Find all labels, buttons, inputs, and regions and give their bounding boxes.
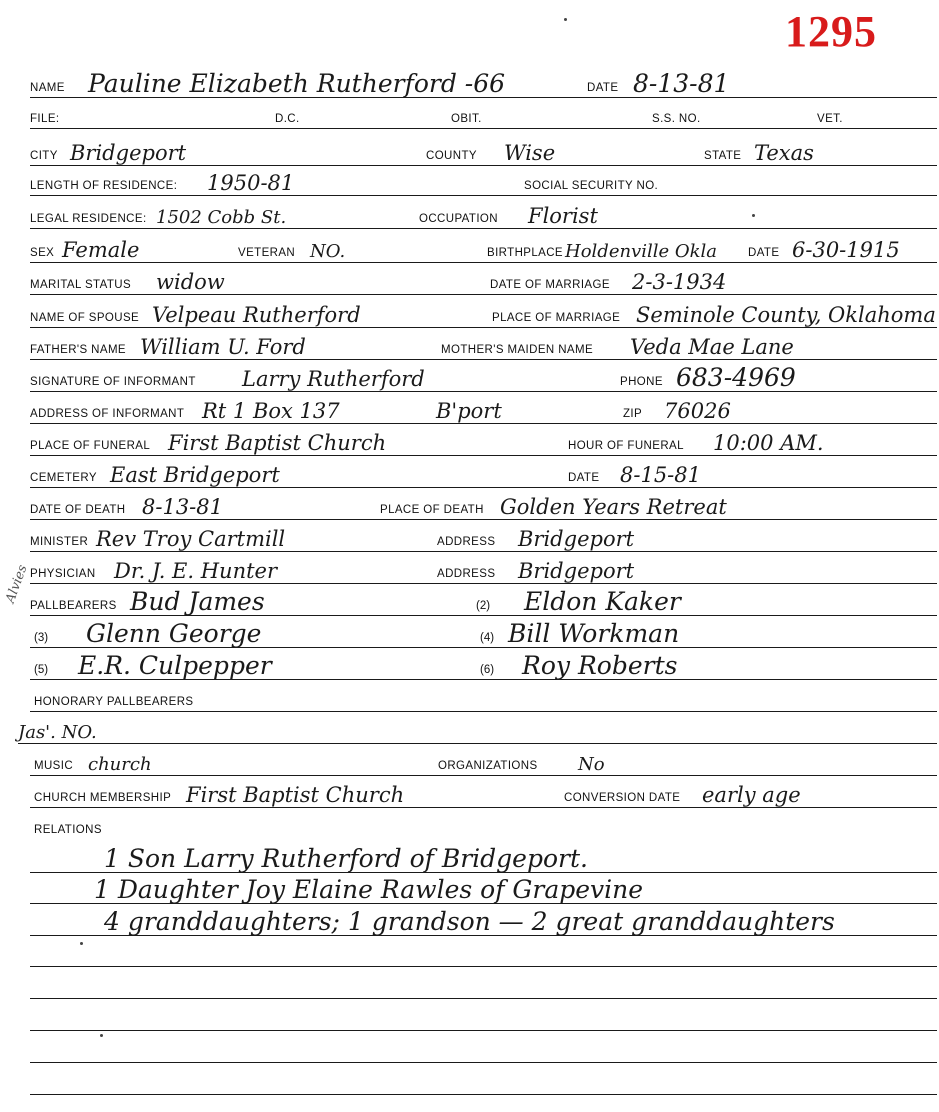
value-pallbearer-1[interactable]: Bud James bbox=[130, 587, 265, 616]
row-name bbox=[30, 67, 937, 98]
value-city[interactable]: Bridgeport bbox=[70, 141, 187, 165]
value-relation-3[interactable]: 4 granddaughters; 1 grandson — 2 great granddaughters bbox=[104, 907, 835, 936]
label-pallbearer-4: (4) bbox=[480, 632, 495, 644]
label-file: FILE: bbox=[30, 113, 60, 125]
row-relations-3 bbox=[30, 905, 937, 936]
value-phone[interactable]: 683-4969 bbox=[676, 363, 796, 392]
label-cemetery: CEMETERY bbox=[30, 472, 97, 484]
label-mothers-maiden-name: MOTHER'S MAIDEN NAME bbox=[441, 344, 594, 356]
margin-note: Alvies bbox=[3, 562, 31, 606]
value-cemetery[interactable]: East Bridgeport bbox=[110, 463, 280, 487]
label-social-security-no: SOCIAL SECURITY NO. bbox=[524, 180, 659, 192]
value-hour-of-funeral[interactable]: 10:00 AM. bbox=[713, 431, 824, 455]
row-informant-signature bbox=[30, 361, 937, 392]
row-pallbearers-2 bbox=[30, 617, 937, 648]
row-relations-1 bbox=[30, 842, 937, 873]
label-dc: D.C. bbox=[275, 113, 300, 125]
value-state[interactable]: Texas bbox=[754, 141, 814, 165]
label-vet: VET. bbox=[817, 113, 843, 125]
label-date-of-marriage: DATE OF MARRIAGE bbox=[490, 279, 610, 291]
value-fathers-name[interactable]: William U. Ford bbox=[140, 335, 306, 359]
label-veteran: VETERAN bbox=[238, 247, 296, 259]
value-relation-1[interactable]: 1 Son Larry Rutherford of Bridgeport. bbox=[104, 844, 588, 873]
label-pallbearers: PALLBEARERS bbox=[30, 600, 117, 612]
label-signature-of-informant: SIGNATURE OF INFORMANT bbox=[30, 376, 196, 388]
label-marital-status: MARITAL STATUS bbox=[30, 279, 132, 291]
label-zip: ZIP bbox=[623, 408, 643, 420]
label-state: STATE bbox=[704, 150, 742, 162]
value-conversion-date[interactable]: early age bbox=[702, 783, 801, 807]
value-mothers-maiden-name[interactable]: Veda Mae Lane bbox=[630, 335, 794, 359]
label-minister-address: ADDRESS bbox=[437, 536, 496, 548]
row-physician bbox=[30, 553, 937, 584]
value-place-of-marriage[interactable]: Seminole County, Oklahoma bbox=[636, 303, 936, 327]
value-veteran[interactable]: NO. bbox=[310, 241, 346, 262]
scan-speck bbox=[100, 1034, 103, 1037]
label-honorary-pallbearers: HONORARY PALLBEARERS bbox=[34, 696, 194, 708]
row-legal-residence bbox=[30, 198, 937, 229]
row-sex bbox=[30, 232, 937, 263]
label-name: NAME bbox=[30, 82, 65, 94]
label-hour-of-funeral: HOUR OF FUNERAL bbox=[568, 440, 684, 452]
row-honorary-value bbox=[18, 713, 937, 744]
label-sex: SEX bbox=[30, 247, 55, 259]
label-place-of-marriage: PLACE OF MARRIAGE bbox=[492, 312, 621, 324]
row-informant-address bbox=[30, 393, 937, 424]
value-date-of-death[interactable]: 8-13-81 bbox=[142, 495, 223, 519]
value-cemetery-date[interactable]: 8-15-81 bbox=[620, 463, 701, 487]
label-name-of-spouse: NAME OF SPOUSE bbox=[30, 312, 140, 324]
row-death bbox=[30, 489, 937, 520]
row-relations-label bbox=[30, 809, 937, 839]
value-pallbearer-5[interactable]: E.R. Culpepper bbox=[78, 651, 272, 680]
label-organizations: ORGANIZATIONS bbox=[438, 760, 538, 772]
row-city bbox=[30, 135, 937, 166]
label-date-of-death: DATE OF DEATH bbox=[30, 504, 126, 516]
label-minister: MINISTER bbox=[30, 536, 89, 548]
value-marital-status[interactable]: widow bbox=[156, 270, 225, 294]
label-phone: PHONE bbox=[620, 376, 663, 388]
value-length-of-residence[interactable]: 1950-81 bbox=[207, 171, 295, 195]
label-physician: PHYSICIAN bbox=[30, 568, 96, 580]
row-file bbox=[30, 98, 937, 129]
label-conversion-date: CONVERSION DATE bbox=[564, 792, 681, 804]
value-organizations[interactable]: No bbox=[578, 754, 605, 775]
row-length-of-residence bbox=[30, 165, 937, 196]
label-relations: RELATIONS bbox=[34, 824, 102, 836]
value-sex[interactable]: Female bbox=[62, 238, 140, 262]
value-name[interactable]: Pauline Elizabeth Rutherford -66 bbox=[88, 69, 506, 98]
value-date[interactable]: 8-13-81 bbox=[633, 69, 730, 98]
row-honorary-pallbearers bbox=[30, 681, 937, 712]
row-cemetery bbox=[30, 457, 937, 488]
value-pallbearer-3[interactable]: Glenn George bbox=[86, 619, 262, 648]
label-music: MUSIC bbox=[34, 760, 74, 772]
label-place-of-funeral: PLACE OF FUNERAL bbox=[30, 440, 151, 452]
row-parents bbox=[30, 329, 937, 360]
value-address-of-informant[interactable]: Rt 1 Box 137 bbox=[202, 399, 340, 423]
value-place-of-funeral[interactable]: First Baptist Church bbox=[168, 431, 387, 455]
value-zip[interactable]: 76026 bbox=[664, 399, 731, 423]
label-pallbearer-2: (2) bbox=[476, 600, 491, 612]
value-pallbearer-4[interactable]: Bill Workman bbox=[508, 619, 680, 648]
scan-speck bbox=[564, 18, 567, 21]
value-physician[interactable]: Dr. J. E. Hunter bbox=[114, 559, 278, 583]
form-number: 1295 bbox=[785, 7, 877, 56]
label-county: COUNTY bbox=[426, 150, 477, 162]
label-fathers-name: FATHER'S NAME bbox=[30, 344, 126, 356]
label-pallbearer-5: (5) bbox=[34, 664, 49, 676]
label-cemetery-date: DATE bbox=[568, 472, 600, 484]
label-date: DATE bbox=[587, 82, 619, 94]
row-music bbox=[30, 745, 937, 776]
value-relation-2[interactable]: 1 Daughter Joy Elaine Rawles of Grapevine bbox=[94, 875, 644, 904]
value-county[interactable]: Wise bbox=[504, 141, 556, 165]
value-pallbearer-6[interactable]: Roy Roberts bbox=[522, 651, 678, 680]
blank-line bbox=[30, 968, 937, 999]
value-signature-of-informant[interactable]: Larry Rutherford bbox=[242, 367, 425, 391]
label-obit: OBIT. bbox=[451, 113, 482, 125]
label-ss-no: S.S. NO. bbox=[652, 113, 701, 125]
blank-line bbox=[30, 1032, 937, 1063]
value-minister-address[interactable]: Bridgeport bbox=[518, 527, 635, 551]
label-city: CITY bbox=[30, 150, 58, 162]
row-church-membership bbox=[30, 777, 937, 808]
value-address-of-informant-town[interactable]: B'port bbox=[436, 399, 502, 423]
scan-speck bbox=[80, 942, 83, 945]
value-church-membership[interactable]: First Baptist Church bbox=[186, 783, 405, 807]
label-place-of-death: PLACE OF DEATH bbox=[380, 504, 484, 516]
value-pallbearer-2[interactable]: Eldon Kaker bbox=[524, 587, 681, 616]
label-church-membership: CHURCH MEMBERSHIP bbox=[34, 792, 172, 804]
label-address-of-informant: ADDRESS OF INFORMANT bbox=[30, 408, 185, 420]
row-minister bbox=[30, 521, 937, 552]
row-spouse bbox=[30, 297, 937, 328]
blank-line bbox=[30, 936, 937, 967]
label-legal-residence: LEGAL RESIDENCE: bbox=[30, 213, 147, 225]
blank-line bbox=[30, 1000, 937, 1031]
value-date-of-marriage[interactable]: 2-3-1934 bbox=[632, 270, 727, 294]
label-length-of-residence: LENGTH OF RESIDENCE: bbox=[30, 180, 178, 192]
value-birth-date[interactable]: 6-30-1915 bbox=[792, 238, 900, 262]
row-pallbearers-1 bbox=[30, 585, 937, 616]
value-occupation[interactable]: Florist bbox=[528, 204, 598, 228]
row-relations-2 bbox=[30, 873, 937, 904]
scan-speck bbox=[752, 214, 755, 217]
value-music[interactable]: church bbox=[88, 754, 152, 775]
blank-line bbox=[30, 1064, 937, 1095]
row-funeral bbox=[30, 425, 937, 456]
label-birthplace: BIRTHPLACE bbox=[487, 247, 564, 259]
value-name-of-spouse[interactable]: Velpeau Rutherford bbox=[152, 303, 361, 327]
value-physician-address[interactable]: Bridgeport bbox=[518, 559, 635, 583]
value-birthplace[interactable]: Holdenville Okla bbox=[565, 241, 718, 262]
value-legal-residence[interactable]: 1502 Cobb St. bbox=[156, 207, 287, 228]
value-honorary-pallbearers[interactable]: Jas'. NO. bbox=[18, 722, 97, 743]
value-place-of-death[interactable]: Golden Years Retreat bbox=[500, 495, 727, 519]
row-pallbearers-3 bbox=[30, 649, 937, 680]
row-marital-status bbox=[30, 264, 937, 295]
label-pallbearer-6: (6) bbox=[480, 664, 495, 676]
label-physician-address: ADDRESS bbox=[437, 568, 496, 580]
label-occupation: OCCUPATION bbox=[419, 213, 498, 225]
value-minister[interactable]: Rev Troy Cartmill bbox=[96, 527, 286, 551]
label-birth-date: DATE bbox=[748, 247, 780, 259]
label-pallbearer-3: (3) bbox=[34, 632, 49, 644]
